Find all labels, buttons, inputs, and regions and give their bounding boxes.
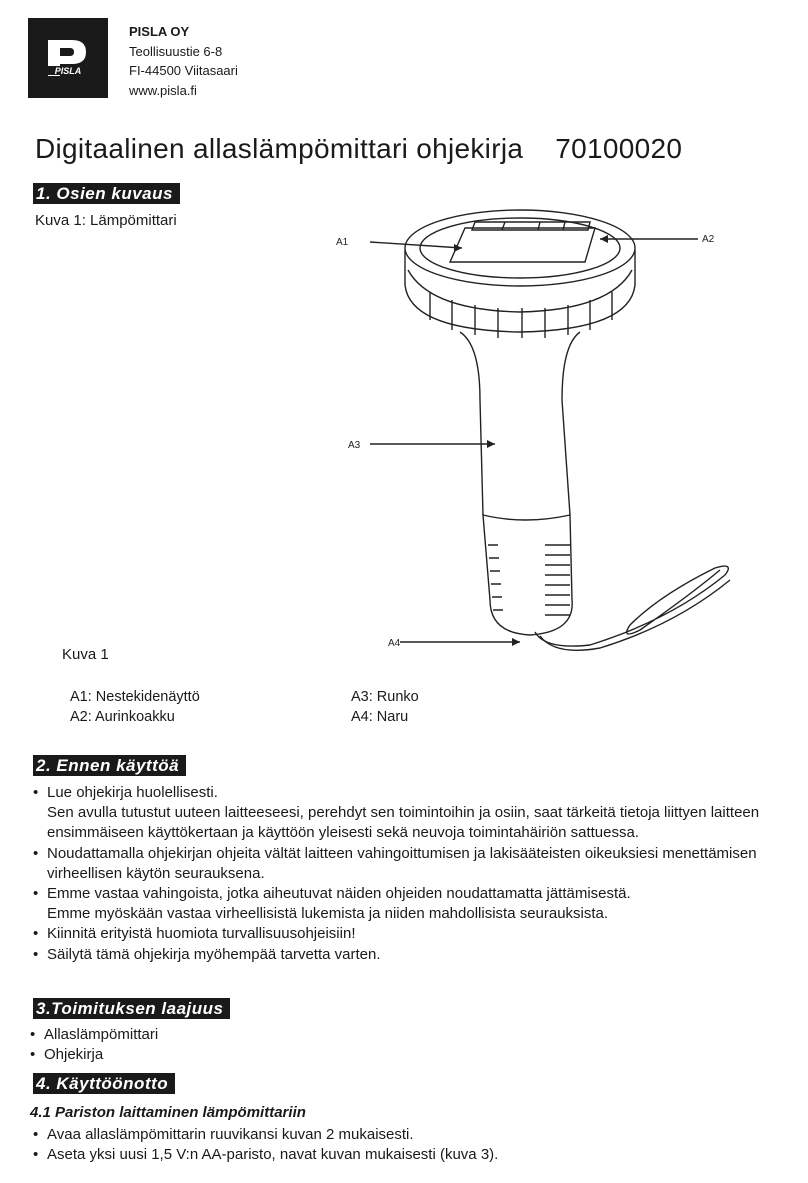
product-number: 70100020 [555, 133, 683, 164]
section4-heading: 4. Käyttöönotto [33, 1073, 175, 1094]
section2-heading: 2. Ennen käyttöä [33, 755, 186, 776]
legend-right [351, 688, 419, 727]
legend-a2: A2: Aurinkoakku [70, 708, 175, 725]
label-a4: A4 [388, 638, 401, 649]
list-item: • Avaa allaslämpömittarin ruuvikansi kuvan 2 mukaisesti. [33, 1125, 498, 1145]
company-city: FI-44500 Viitasaari [129, 63, 238, 78]
label-a3: A3 [348, 440, 361, 451]
section4-list [33, 1125, 498, 1165]
list-item: • Aseta yksi uusi 1,5 V:n AA-paristo, navat kuvan mukaisesti (kuva 3). [33, 1145, 498, 1165]
list-item-continuation: Emme myöskään vastaa virheellisistä lukemista ja niiden mahdollisista seurauksista. [47, 905, 609, 923]
figure-caption-top: Kuva 1: Lämpömittari [35, 212, 177, 229]
pisla-logo-mark [28, 18, 108, 98]
list-item: • Ohjekirja [30, 1045, 158, 1065]
section1-heading: 1. Osien kuvaus [33, 183, 180, 204]
company-street: Teollisuustie 6-8 [129, 43, 223, 59]
legend-a4: A4: Naru [351, 708, 409, 725]
list-item: • Allaslämpömittari [30, 1025, 158, 1045]
legend-a1: A1: Nestekidenäyttö [70, 689, 200, 705]
thermometer-figure [330, 200, 750, 660]
document-title [35, 133, 682, 165]
label-a1: A1 [336, 237, 349, 248]
company-info [129, 22, 238, 100]
legend-left [70, 688, 200, 727]
label-a2: A2 [702, 234, 715, 245]
section4-subheading: 4.1 Pariston laittaminen lämpömittariin [30, 1104, 306, 1121]
thermometer-illustration [330, 200, 750, 660]
pisla-logo [28, 18, 108, 98]
section2-list [33, 783, 793, 965]
list-item: • Emme vastaa vahingoista, jotka aiheutuvat näiden ohjeiden noudattamatta jättämisestä. [33, 885, 631, 903]
company-name: PISLA OY [129, 24, 190, 39]
section3-heading: 3.Toimituksen laajuus [33, 998, 230, 1019]
figure-caption-bottom: Kuva 1 [62, 646, 109, 663]
legend-a3: A3: Runko [351, 689, 419, 705]
list-item: • Säilytä tämä ohjekirja myöhempää tarvetta varten. [33, 945, 381, 963]
section3-list [30, 1025, 158, 1065]
list-item-continuation: Sen avulla tutustut uuteen laitteeseesi, perehdyt sen toimintoihin ja osiin, saat tärkeitä tietoja liittyen laitteen ensimmäiseen käyttökertaan ja käyttöön yleisesti sekä neuvoja toimintahäiriön sattuessa. [47, 804, 760, 842]
list-item: • Lue ohjekirja huolellisesti. [33, 784, 218, 801]
company-website[interactable]: www.pisla.fi [129, 82, 197, 98]
list-item: • Kiinnitä erityistä huomiota turvallisuusohjeisiin! [33, 925, 356, 943]
document-title-text: Digitaalinen allaslämpömittari ohjekirja [35, 133, 524, 164]
svg-text:PISLA: PISLA [54, 66, 82, 76]
list-item: • Noudattamalla ohjekirjan ohjeita vältät laitteen vahingoittumisen ja lakisääteisten oikeuksiesi menettämisen virheellisen käytön seurauksena. [33, 844, 757, 882]
